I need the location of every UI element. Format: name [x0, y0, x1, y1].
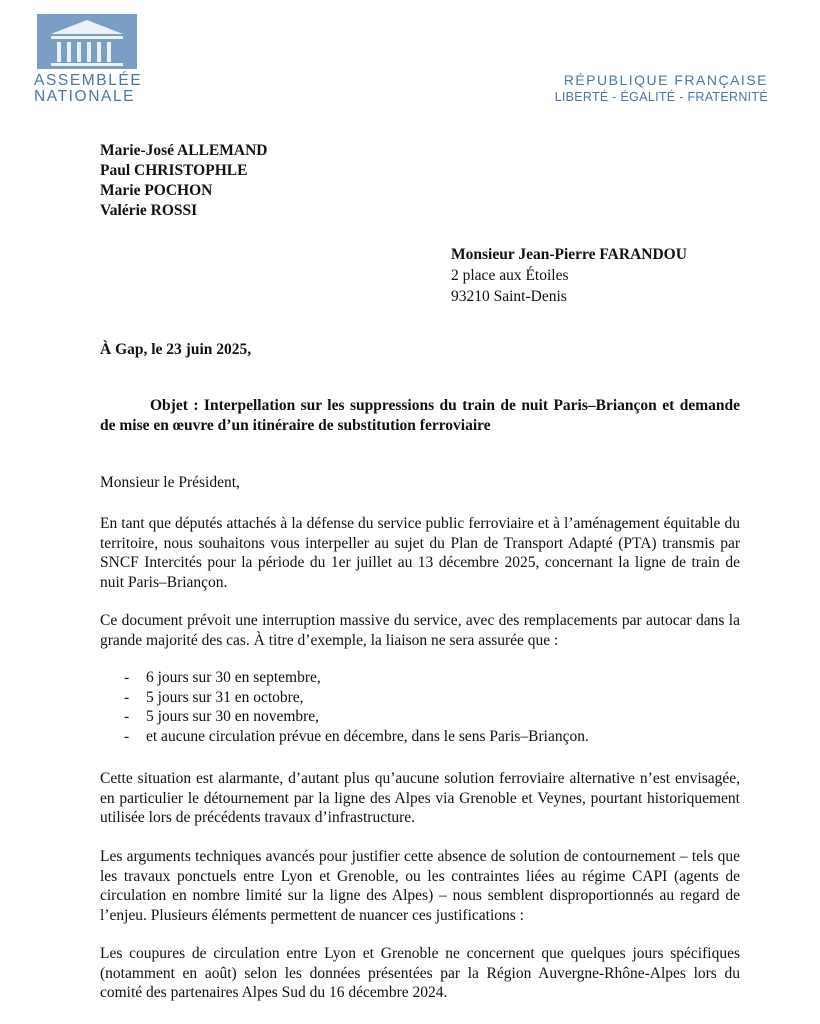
- list-item-text: et aucune circulation prévue en décembre, dans le sens Paris–Briançon.: [146, 727, 589, 745]
- parliament-building-icon: [37, 14, 137, 69]
- body-paragraph: [100, 514, 740, 592]
- body-paragraph: [100, 847, 740, 925]
- salutation: Monsieur le Président,: [100, 474, 240, 491]
- list-dash: -: [124, 669, 130, 686]
- sender-name: Marie-José ALLEMAND: [100, 142, 268, 159]
- list-item: [100, 727, 740, 747]
- letter-date: À Gap, le 23 juin 2025,: [100, 341, 252, 358]
- list-dash: -: [124, 727, 130, 745]
- logo-line-1: ASSEMBLÉE: [34, 72, 143, 89]
- list-dash: -: [124, 708, 130, 725]
- paragraph-text: Les coupures de circulation entre Lyon et Grenoble ne concernent que quelques jours spécifiques (notamment en août) selon les données présentées par la Région Auvergne-Rhône-Alpes lors du comité des partenaires Alpes Sud du 16 décembre 2024.: [100, 945, 740, 1001]
- list-item-text: 6 jours sur 30 en septembre,: [146, 669, 321, 686]
- republic-title: RÉPUBLIQUE FRANÇAISE: [563, 72, 768, 88]
- recipient-name: Monsieur Jean-Pierre FARANDOU: [451, 246, 687, 263]
- republique-francaise-header: [555, 72, 768, 106]
- letter-subject: Objet : Interpellation sur les suppressions du train de nuit Paris–Briançon et demande de mise en œuvre d’un itinéraire de substitution ferroviaire: [100, 397, 740, 434]
- paragraph-text: Les arguments techniques avancés pour justifier cette absence de solution de contournement – tels que les travaux ponctuels entre Lyon et Grenoble, ou les contraintes liées au régime CAPI (agents de circulation en nombre limité sur la ligne des Alpes) – nous semblent disproportionnés au regard de l’enjeu. Plusieurs éléments permettent de nuancer ces justifications :: [100, 848, 740, 924]
- assemblee-nationale-logo: [34, 14, 144, 105]
- logo-line-2: NATIONALE: [34, 88, 136, 105]
- sender-name: Valérie ROSSI: [100, 202, 198, 219]
- recipient-address-line: 2 place aux Étoiles: [451, 267, 569, 284]
- recipient-address-line: 93210 Saint-Denis: [451, 288, 567, 305]
- list-item: [100, 707, 740, 727]
- list-item-text: 5 jours sur 30 en novembre,: [146, 708, 320, 725]
- service-days-list: [100, 668, 740, 746]
- senders-block: [100, 141, 267, 221]
- list-item-text: 5 jours sur 31 en octobre,: [146, 688, 304, 706]
- list-item: [100, 668, 740, 688]
- body-paragraph: [100, 769, 740, 828]
- republic-motto: LIBERTÉ - ÉGALITÉ - FRATERNITÉ: [554, 90, 768, 104]
- body-paragraph: [100, 944, 740, 1003]
- recipient-block: [451, 244, 687, 307]
- body-paragraph: [100, 611, 740, 650]
- paragraph-text: Ce document prévoit une interruption massive du service, avec des remplacements par autocar dans la grande majorité des cas. À titre d’exemple, la liaison ne sera assurée que :: [100, 612, 740, 649]
- paragraph-text: En tant que députés attachés à la défense du service public ferroviaire et à l’aménagement équitable du territoire, nous souhaitons vous interpeller au sujet du Plan de Transport Adapté (PTA) transmis par SNCF Intercités pour la période du 1er juillet au 13 décembre 2025, concernant la ligne de train de nuit Paris–Briançon.: [100, 515, 740, 591]
- list-item: [100, 688, 740, 708]
- sender-name: Paul CHRISTOPHLE: [100, 162, 248, 179]
- paragraph-text: Cette situation est alarmante, d’autant plus qu’aucune solution ferroviaire alternative n’est envisagée, en particulier le détournement par la ligne des Alpes via Grenoble et Veynes, pourtant historiquement utilisée lors de précédents travaux d’infrastructure.: [100, 770, 740, 826]
- list-dash: -: [124, 688, 130, 706]
- sender-name: Marie POCHON: [100, 182, 213, 199]
